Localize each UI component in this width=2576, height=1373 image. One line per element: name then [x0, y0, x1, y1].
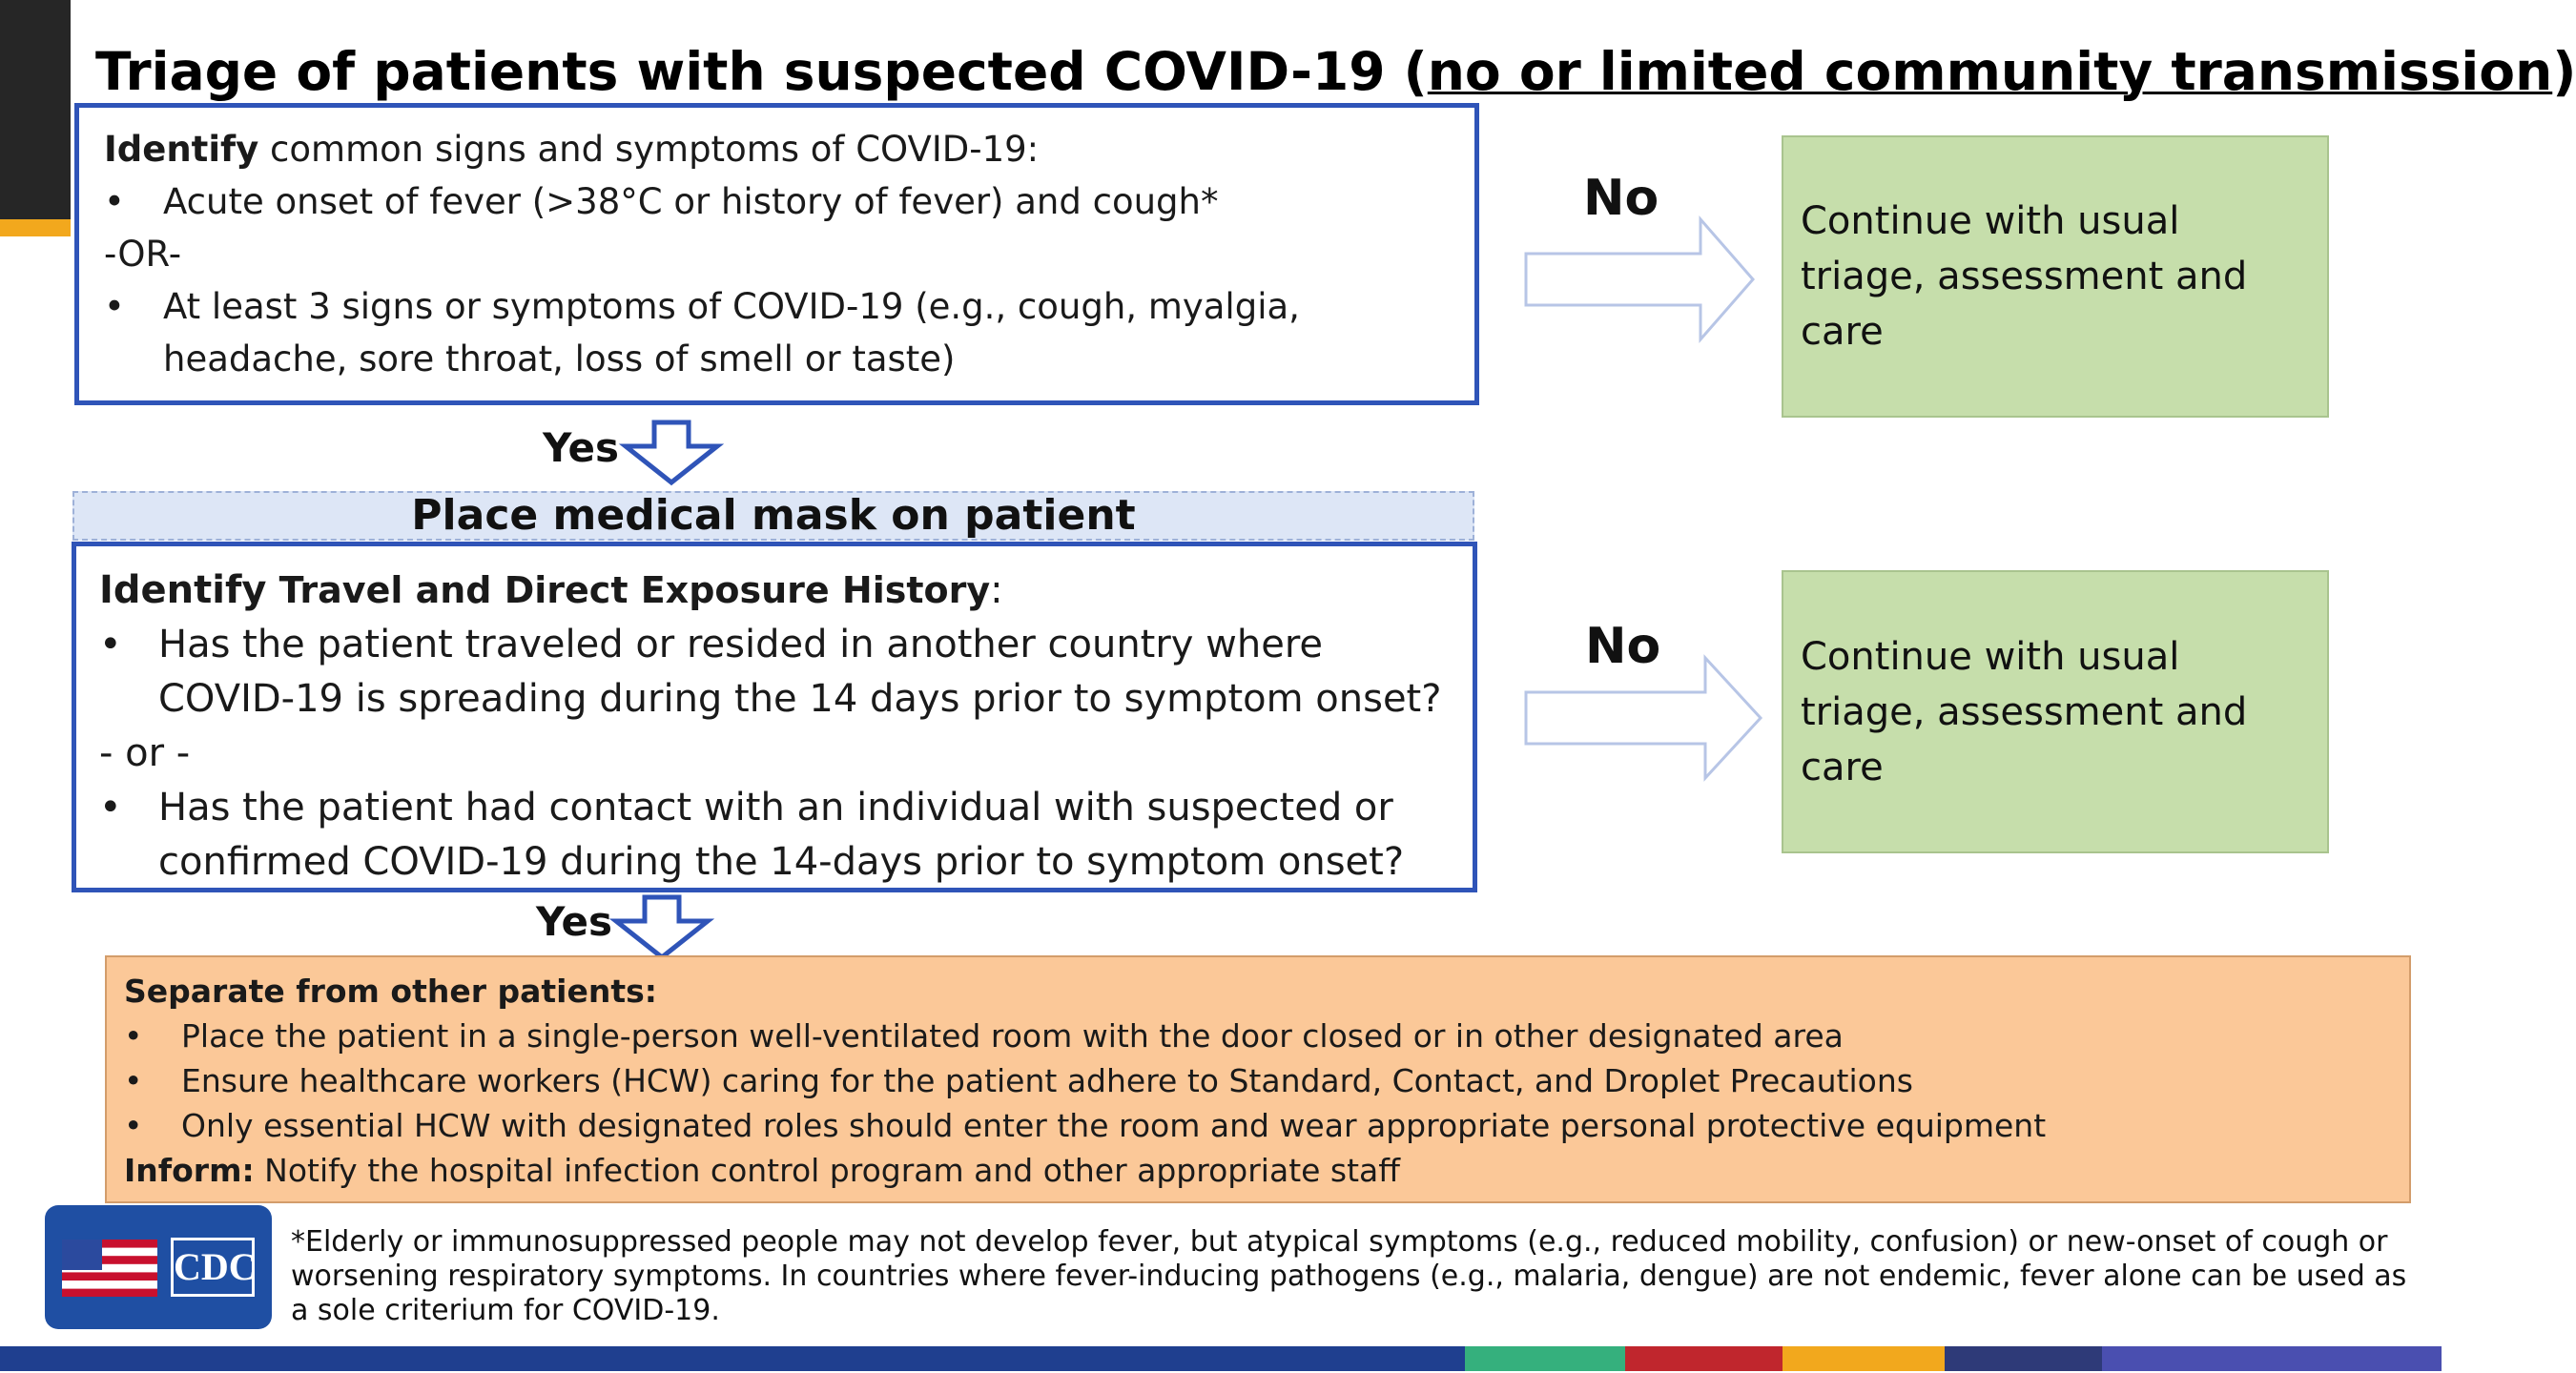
outcome-box-1: [1782, 135, 2329, 418]
symptom-intro: [104, 123, 1452, 175]
inform-text: Notify the hospital infection control program and other appropriate staff: [254, 1152, 1401, 1189]
symptom-or: -OR-: [104, 234, 182, 275]
cdc-logo-text: CDC: [171, 1238, 255, 1297]
outcome-text-1: Continue with usual triage, assessment and care: [1801, 199, 2248, 354]
symptom-intro-rest: common signs and symptoms of COVID-19:: [258, 129, 1040, 170]
cdc-logo: [45, 1205, 272, 1329]
mask-step-band: Place medical mask on patient: [72, 491, 1474, 541]
exposure-identify-word: Identify: [99, 568, 267, 612]
bottom-bar-segment-1: [0, 1346, 1465, 1371]
exposure-heading-rest: Travel and Direct Exposure History: [266, 569, 991, 611]
symptom-bullet-2: • At least 3 signs or symptoms of COVID-19 (e.g., cough, myalgia, headache, sore throat, loss of smell or taste): [104, 280, 1452, 385]
no-label-1: No: [1583, 170, 1659, 227]
arrow-down-outline-icon: [620, 420, 723, 486]
no-label-2: No: [1585, 618, 1661, 675]
title-underlined: no or limited community transmission: [1427, 41, 2553, 102]
slide-sidebar-bar: [0, 0, 71, 219]
exposure-check-box: [72, 542, 1477, 892]
outcome-box-2: [1782, 570, 2329, 853]
action-bullet-1: • Place the patient in a single-person well-ventilated room with the door closed or in other designated area: [124, 1014, 2390, 1058]
inform-label: Inform:: [124, 1152, 255, 1189]
arrow-right-outline-icon: [1524, 217, 1758, 341]
isolation-action-box: [105, 955, 2411, 1203]
page-title: [95, 29, 2576, 114]
symptom-bullet-1: • Acute onset of fever (>38°C or history of fever) and cough*: [104, 175, 1452, 228]
exposure-heading: [99, 564, 1450, 618]
action-bullet-3: • Only essential HCW with designated roles should enter the room and wear appropriate personal protective equipment: [124, 1103, 2390, 1148]
exposure-bullet-2: • Has the patient had contact with an individual with suspected or confirmed COVID-19 during the 14-days prior to symptom onset?: [99, 781, 1450, 890]
yes-label-2: Yes: [536, 898, 613, 945]
bottom-bar-segment-6: [2102, 1346, 2442, 1371]
separate-heading: Separate from other patients:: [124, 973, 657, 1010]
title-end: ): [2552, 41, 2576, 102]
inform-line: [124, 1148, 2390, 1193]
title-main: Triage of patients with suspected COVID-19 (: [95, 41, 1428, 102]
arrow-down-outline-icon: [610, 894, 713, 961]
exposure-heading-colon: :: [990, 568, 1003, 612]
exposure-bullet-1: • Has the patient traveled or resided in another country where COVID-19 is spreading during the 14 days prior to symptom onset?: [99, 618, 1450, 727]
symptom-check-box: [74, 103, 1479, 405]
footnote: *Elderly or immunosuppressed people may not develop fever, but atypical symptoms (e.g., reduced mobility, confusion) or new-onset of cough or worsening respiratory symptoms. In countries where fever-inducing pathogens (e.g., malaria, dengue) are not endemic, fever alone can be used as a sole criterium for COVID-19.: [291, 1225, 2407, 1327]
outcome-text-2: Continue with usual triage, assessment and care: [1801, 634, 2248, 789]
bottom-bar-segment-4: [1783, 1346, 1945, 1371]
bottom-bar-segment-5: [1945, 1346, 2102, 1371]
yes-label-1: Yes: [543, 424, 620, 471]
us-flag-icon: [62, 1240, 157, 1297]
arrow-right-outline-icon: [1524, 656, 1764, 780]
symptom-identify-word: Identify: [104, 129, 259, 170]
bottom-bar-segment-3: [1625, 1346, 1783, 1371]
bottom-bar-segment-2: [1465, 1346, 1625, 1371]
slide-sidebar-accent: [0, 219, 71, 236]
action-bullet-2: • Ensure healthcare workers (HCW) caring for the patient adhere to Standard, Contact, and Droplet Precautions: [124, 1058, 2390, 1103]
exposure-or: - or -: [99, 731, 191, 775]
